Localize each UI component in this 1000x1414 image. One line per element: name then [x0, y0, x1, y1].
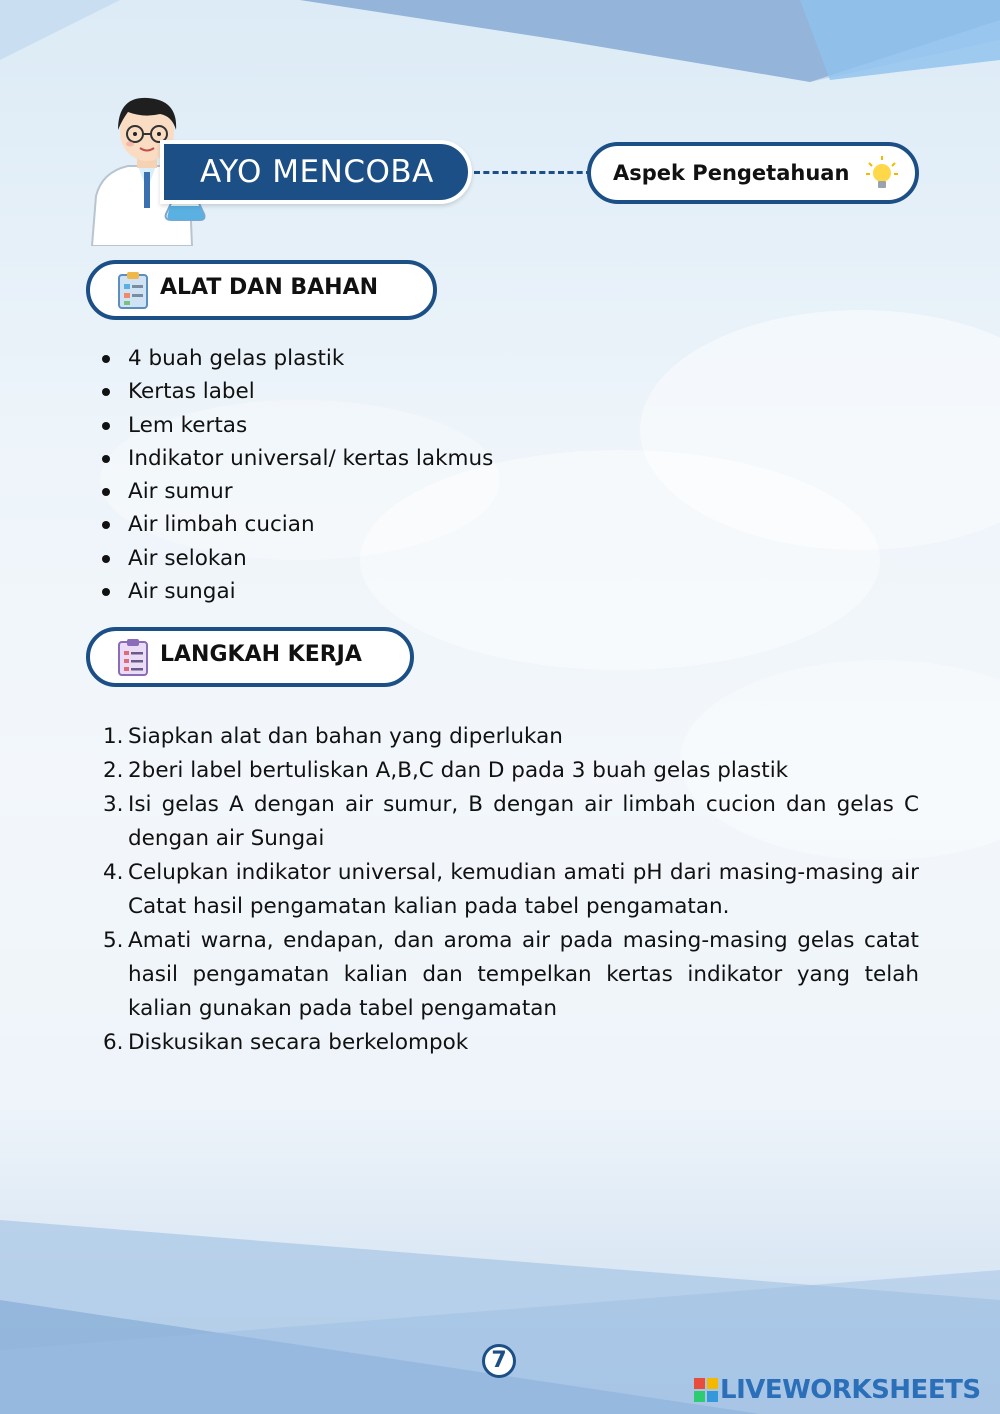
- list-item: Air sumur: [128, 475, 728, 508]
- list-item: Air limbah cucian: [128, 508, 728, 541]
- list-item: 2. 2beri label bertuliskan A,B,C dan D pada 3 buah gelas plastik: [103, 758, 789, 783]
- list-item: 5. Amati warna, endapan, dan aroma air pada masing-masing gelas catat hasil pengamatan kalian dan tempelkan kertas indikator yang telah kalian gunakan pada tabel pengamatan: [103, 928, 919, 1021]
- materials-heading: ALAT DAN BAHAN: [160, 275, 379, 300]
- dashed-connector: [474, 171, 592, 174]
- list-item: 6. Diskusikan secara berkelompok: [103, 1030, 469, 1055]
- list-item: Air selokan: [128, 542, 728, 575]
- checklist-icon: [115, 637, 151, 677]
- liveworksheets-mark-icon: [694, 1378, 718, 1402]
- steps-heading: LANGKAH KERJA: [160, 642, 362, 667]
- materials-list: [128, 342, 728, 608]
- list-item: Kertas label: [128, 375, 728, 408]
- liveworksheets-brand: LIVEWORKSHEETS: [720, 1375, 981, 1405]
- list-item: Lem kertas: [128, 409, 728, 442]
- list-item: 4 buah gelas plastik: [128, 342, 728, 375]
- list-item: Indikator universal/ kertas lakmus: [128, 442, 728, 475]
- lightbulb-icon: [864, 154, 900, 192]
- list-item: 4. Celupkan indikator universal, kemudian amati pH dari masing-masing air Catat hasil pengamatan kalian pada tabel pengamatan.: [103, 860, 919, 919]
- page-title: AYO MENCOBA: [200, 154, 434, 190]
- liveworksheets-logo[interactable]: [694, 1374, 986, 1406]
- list-item: 3. Isi gelas A dengan air sumur, B dengan air limbah cucion dan gelas C dengan air Sungai: [103, 792, 919, 851]
- page-number: 7: [482, 1344, 516, 1378]
- list-item: 1. Siapkan alat dan bahan yang diperlukan: [103, 724, 563, 749]
- steps-list: [103, 720, 919, 1060]
- aspect-label: Aspek Pengetahuan: [613, 161, 850, 185]
- list-item: Air sungai: [128, 575, 728, 608]
- clipboard-icon: [115, 270, 151, 310]
